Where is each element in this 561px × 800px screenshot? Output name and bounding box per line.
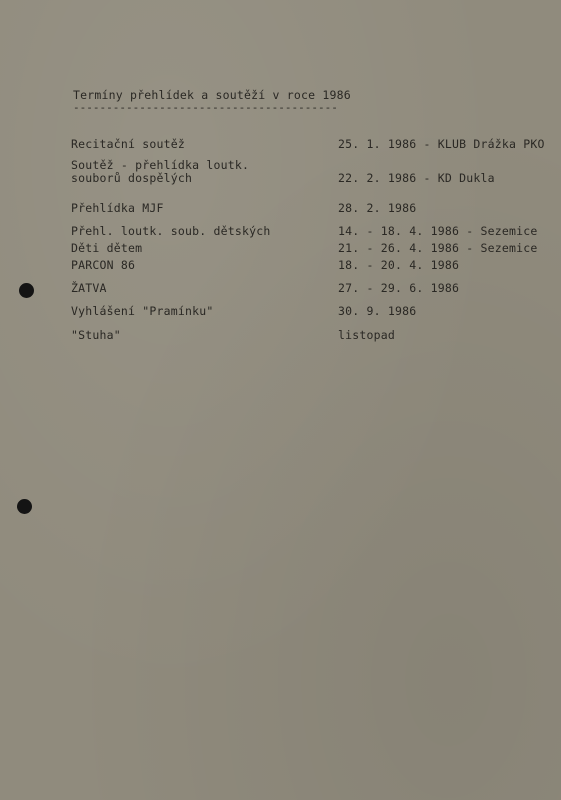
event-date: 28. 2. 1986 <box>338 201 417 215</box>
event-date: 27. - 29. 6. 1986 <box>338 281 460 295</box>
event-name: ŽATVA <box>71 281 107 295</box>
event-name: Recitační soutěž <box>71 137 185 151</box>
event-name: Vyhlášení "Pramínku" <box>71 304 214 318</box>
punch-hole-bottom <box>17 499 32 514</box>
event-date: 22. 2. 1986 - KD Dukla <box>338 171 495 185</box>
event-name: Přehl. loutk. soub. dětských <box>71 224 271 238</box>
event-name-line1: Soutěž - přehlídka loutk. <box>71 158 250 172</box>
title-underline: ---------------------------------------- <box>73 101 338 114</box>
punch-hole-top <box>19 283 34 298</box>
event-name: Přehlídka MJF <box>71 201 164 215</box>
event-name: "Stuha" <box>71 328 121 342</box>
event-date: 14. - 18. 4. 1986 - Sezemice <box>338 224 538 238</box>
event-date: 18. - 20. 4. 1986 <box>338 258 460 272</box>
event-date: 30. 9. 1986 <box>338 304 417 318</box>
event-date: listopad <box>338 328 395 342</box>
event-name-line2: souborů dospělých <box>71 171 193 185</box>
event-date: 21. - 26. 4. 1986 - Sezemice <box>338 241 538 255</box>
event-name: PARCON 86 <box>71 258 136 272</box>
event-date: 25. 1. 1986 - KLUB Drážka PKO <box>338 137 545 151</box>
event-name: Děti dětem <box>71 241 143 255</box>
document-title: Termíny přehlídek a soutěží v roce 1986 <box>73 88 351 102</box>
